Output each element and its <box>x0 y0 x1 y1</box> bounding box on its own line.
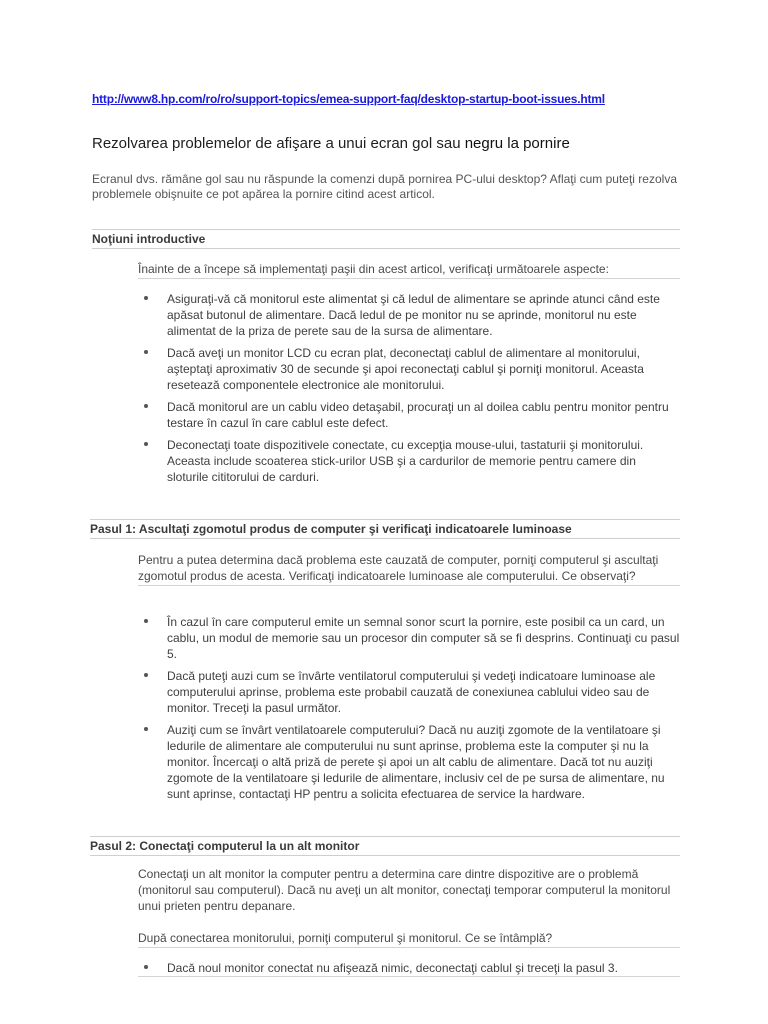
list-item-text: Dacă aveţi un monitor LCD cu ecran plat, deconectaţi cablul de alimentare al monitorului, aşteptaţi aproximativ 30 de secunde şi apoi reconectaţi cablul şi porniţi monitorul. Aceasta resetează componentele electronice ale monitorului. <box>167 346 644 392</box>
list-item <box>138 345 680 393</box>
bullet-icon <box>144 350 148 354</box>
bullet-icon <box>144 404 148 408</box>
page-title <box>92 135 570 152</box>
bullet-list-intro <box>138 291 680 485</box>
list-item-text: Dacă noul monitor conectat nu afişează nimic, deconectaţi cablul şi treceţi la pasul 3. <box>167 961 618 975</box>
bullet-icon <box>144 442 148 446</box>
list-item <box>138 437 680 485</box>
list-item-text: Auziţi cum se învârt ventilatoarele computerului? Dacă nu auziţi zgomote de la ventilatoare şi ledurile de alimentare ale computerului nu sunt aprinse, problema este la computer şi nu la monitor. Încercaţi o altă priză de perete şi apoi un alt cablu de alimentare. Dacă tot nu auziţi zgomote de la ventilatoare şi ledurile de alimentare, inclusiv cel de pe sursa de alimentare, nu sunt aprinse, contactaţi HP pentru a solicita efectuarea de service la hardware. <box>167 723 665 801</box>
section-heading-intro: Noţiuni introductive <box>92 229 680 249</box>
list-item-text: În cazul în care computerul emite un semnal sonor scurt la pornire, este posibil ca un card, un cablu, un modul de memorie sau un procesor din computer să se fi desprins. Continuaţi cu pasul 5. <box>167 615 680 661</box>
source-link[interactable]: http://www8.hp.com/ro/ro/support-topics/emea-support-faq/desktop-startup-boot-issues.html <box>92 92 605 106</box>
section-lead-step2: Conectaţi un alt monitor la computer pentru a determina care dintre dispozitive are o problemă (monitorul sau computerul). Dacă nu aveţi un alt monitor, conectaţi temporar computerul la monitorul unui prieten pentru depanare. <box>138 867 671 913</box>
list-item <box>138 291 680 339</box>
bullet-icon <box>144 673 148 677</box>
list-item <box>138 399 680 431</box>
bullet-icon <box>144 619 148 623</box>
list-item <box>138 614 680 662</box>
list-item-text: Dacă monitorul are un cablu video detaşabil, procuraţi un al doilea cablu pentru monitor pentru testare în cazul în care cablul este defect. <box>167 400 669 430</box>
list-item <box>138 960 680 977</box>
list-item <box>138 722 680 802</box>
bullet-icon <box>144 727 148 731</box>
intro-paragraph: Ecranul dvs. rămâne gol sau nu răspunde la comenzi după pornirea PC-ului desktop? Aflaţi cum puteţi rezolva problemele obişnuite ce pot apărea la pornire citind acest articol. <box>92 172 677 201</box>
title-part2: negru la pornire <box>464 135 570 152</box>
section-lead2-step2: După conectarea monitorului, porniţi computerul şi monitorul. Ce se întâmplă? <box>138 930 680 948</box>
list-item-text: Asiguraţi-vă că monitorul este alimentat şi că ledul de alimentare se aprinde atunci când este apăsat butonul de alimentare. Dacă ledul de pe monitor nu se aprinde, monitorul nu este alimentat de la priza de perete sau de la sursa de alimentare. <box>167 292 660 338</box>
bullet-icon <box>144 965 148 969</box>
title-part1: Rezolvarea problemelor de afişare a unui ecran gol sau <box>92 135 465 152</box>
list-item-text: Deconectaţi toate dispozitivele conectate, cu excepţia mouse-ului, tastaturii şi monitorului. Aceasta include scoaterea stick-urilor USB şi a cardurilor de memorie pentru camere din sloturile cititorului de carduri. <box>167 438 644 484</box>
section-heading-step1: Pasul 1: Ascultaţi zgomotul produs de computer şi verificaţi indicatoarele luminoase <box>90 519 680 539</box>
list-item <box>138 668 680 716</box>
list-item-text: Dacă puteţi auzi cum se învârte ventilatorul computerului şi vedeţi indicatoare luminoase ale computerului aprinse, problema este probabil cauzată de conexiunea cablului video sau de monitor. Treceţi la pasul următor. <box>167 669 656 715</box>
section-lead-intro: Înainte de a începe să implementaţi paşii din acest articol, verificaţi următoarele aspecte: <box>138 261 680 279</box>
section-heading-step2: Pasul 2: Conectaţi computerul la un alt monitor <box>90 836 680 856</box>
section-lead-step1: Pentru a putea determina dacă problema este cauzată de computer, porniţi computerul şi ascultaţi zgomotul produs de acesta. Verificaţi indicatoarele luminoase ale computerului. Ce observaţi? <box>138 552 680 586</box>
bullet-list-step2 <box>138 960 680 977</box>
bullet-list-step1 <box>138 614 680 802</box>
bullet-icon <box>144 296 148 300</box>
